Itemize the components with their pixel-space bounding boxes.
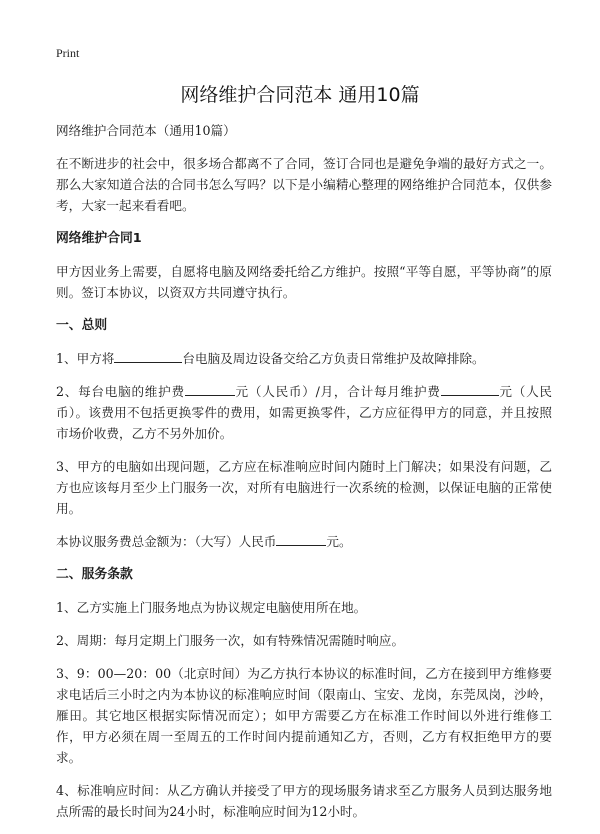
item-text: 1、甲方将 xyxy=(56,351,115,366)
service-item-2: 2、周期：每月定期上门服务一次，如有特殊情况需随时响应。 xyxy=(56,633,405,648)
fill-blank xyxy=(114,348,182,363)
intro-paragraph: 在不断进步的社会中，很多场合都离不了合同，签订合同也是避免争端的最好方式之一。那么大家知道合法的合同书怎么写吗？以下是小编精心整理的网络维护合同范本，仅供参考，大家一起来看看吧。 xyxy=(56,156,552,213)
general-item-2 xyxy=(56,381,552,444)
page-title: 网络维护合同范本 通用10篇 xyxy=(180,84,420,106)
fill-blank xyxy=(441,381,499,396)
item-text: 元（人民币）/月，合计每月维护费 xyxy=(234,384,441,399)
item-text: 台电脑及周边设备交给乙方负责日常维护及故障排除。 xyxy=(182,351,485,366)
fill-blank xyxy=(276,531,326,546)
document-body xyxy=(56,120,552,834)
general-item-1 xyxy=(56,348,552,369)
item-text: 本协议服务费总金额为：（大写）人民币 xyxy=(56,534,277,549)
service-item-3: 3、9：00—20：00（北京时间）为乙方执行本协议的标准时间，乙方在接到甲方维修要求电话后三小时之内为本协议的标准响应时间（限南山、宝安、龙岗，东莞凤岗，沙岭，雁田。其它地区根据实际情况而定）；如甲方需要乙方在标准工作时间以外进行维修工作，甲方必须在周一至周五的工作时间内提前通知乙方，否则，乙方有权拒绝甲方的要求。 xyxy=(56,666,552,765)
item-text: 元（人民币）。该费用不包括更换零件的费用，如需更换零件，乙方应征得甲方的同意，并且按照市场价收费，乙方不另外加价。 xyxy=(56,384,552,441)
general-item-3: 3、甲方的电脑如出现问题，乙方应在标准响应时间内随时上门解决；如果没有问题，乙方也应该每月至少上门服务一次，对所有电脑进行一次系统的检测，以保证电脑的正常使用。 xyxy=(56,459,552,516)
preamble-paragraph: 甲方因业务上需要，自愿将电脑及网络委托给乙方维护。按照“平等自愿，平等协商”的原则。签订本协议，以资双方共同遵守执行。 xyxy=(56,264,552,300)
fill-blank xyxy=(185,381,235,396)
contract-heading: 网络维护合同1 xyxy=(56,231,142,246)
section-service-heading: 二、服务条款 xyxy=(56,567,133,582)
total-amount xyxy=(56,531,552,552)
service-item-4: 4、标准响应时间：从乙方确认并接受了甲方的现场服务请求至乙方服务人员到达服务地点所需的最长时间为24小时，标准响应时间为12小时。 xyxy=(56,783,552,819)
document-subtitle: 网络维护合同范本（通用10篇） xyxy=(56,123,236,138)
item-text: 元。 xyxy=(326,534,352,549)
section-general-heading: 一、总则 xyxy=(56,318,108,333)
item-text: 2、每台电脑的维护费 xyxy=(56,384,185,399)
print-link[interactable]: Print xyxy=(56,46,80,60)
service-item-1: 1、乙方实施上门服务地点为协议规定电脑使用所在地。 xyxy=(56,600,367,615)
